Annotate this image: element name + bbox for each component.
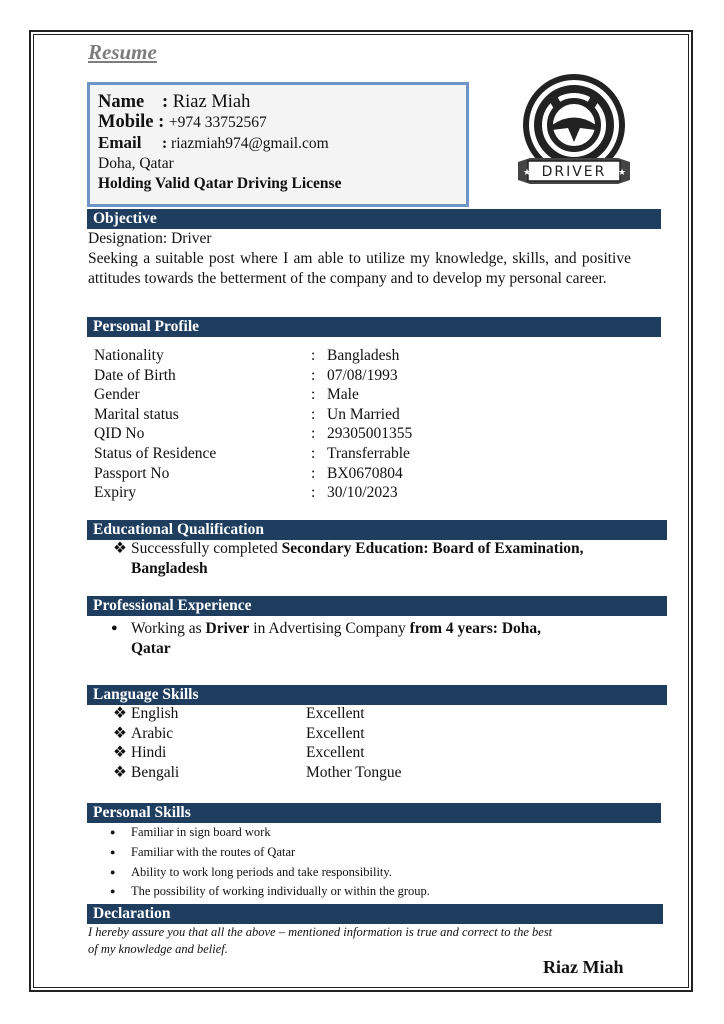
- experience-b1: Driver: [205, 620, 250, 637]
- language-name: Arabic: [131, 724, 174, 742]
- document-title: Resume: [88, 40, 157, 64]
- name-colon: :: [162, 92, 173, 112]
- email-line: [98, 133, 458, 154]
- experience-b3: Qatar: [131, 640, 171, 657]
- profile-label: Nationality: [94, 347, 164, 364]
- mobile-value: +974 33752567: [168, 114, 267, 131]
- education-bullet-icon: ❖: [113, 540, 127, 557]
- profile-label: Passport No: [94, 464, 170, 482]
- skill-item: Ability to work long periods and take responsibility.: [131, 864, 392, 879]
- profile-value: Bangladesh: [327, 347, 400, 364]
- experience-p2: in Advertising Company: [253, 620, 406, 637]
- profile-colon: :: [311, 425, 316, 443]
- education-prefix: Successfully completed: [131, 540, 278, 557]
- skill-item: Familiar with the routes of Qatar: [131, 844, 296, 859]
- profile-label: Gender: [94, 386, 140, 404]
- language-heading: Language Skills: [87, 685, 667, 705]
- designation: Designation: Driver: [88, 230, 212, 247]
- profile-colon: :: [311, 445, 316, 462]
- declaration-line1: I hereby assure you that all the above – mentioned information is true and correct to the best: [88, 925, 553, 939]
- name-line: [98, 92, 458, 112]
- skill-item: The possibility of working individually or within the group.: [131, 884, 430, 899]
- language-bullet-icon: ❖: [113, 724, 127, 742]
- profile-value: Transferrable: [327, 445, 410, 462]
- skill-bullet-icon: ●: [110, 886, 116, 897]
- experience-b2: from 4 years: Doha,: [409, 620, 542, 637]
- profile-label: Status of Residence: [94, 445, 217, 462]
- language-level: Excellent: [306, 744, 365, 762]
- svg-text:★: ★: [618, 168, 627, 178]
- location: Doha, Qatar: [98, 155, 174, 172]
- profile-label: Date of Birth: [94, 366, 176, 384]
- svg-text:★: ★: [523, 168, 532, 178]
- driver-logo: [514, 70, 634, 192]
- profile-value: Un Married: [327, 405, 400, 423]
- objective-text: Seeking a suitable post where I am able to utilize my knowledge, skills, and positive attitudes towards the betterment of the company and to develop my personal career.: [88, 250, 631, 287]
- language-name: Bengali: [131, 763, 180, 781]
- language-level: Excellent: [306, 705, 365, 722]
- education-item: [131, 539, 641, 579]
- declaration-heading: Declaration: [87, 904, 663, 924]
- language-name: Hindi: [131, 744, 167, 762]
- profile-value: 07/08/1993: [327, 366, 398, 384]
- profile-colon: :: [311, 464, 316, 482]
- skill-bullet-icon: ●: [110, 866, 116, 877]
- email-value: riazmiah974@gmail.com: [171, 135, 329, 152]
- profile-colon: :: [311, 405, 316, 423]
- profile-value: BX0670804: [327, 464, 403, 482]
- profile-label: Marital status: [94, 405, 179, 423]
- declaration-line2: of my knowledge and belief.: [88, 942, 228, 956]
- name-label: Name: [98, 92, 145, 112]
- skill-item: Familiar in sign board work: [131, 825, 271, 839]
- personal-profile-heading: Personal Profile: [87, 317, 661, 337]
- profile-colon: :: [311, 484, 316, 502]
- language-bullet-icon: ❖: [113, 744, 127, 762]
- profile-colon: :: [311, 366, 316, 384]
- experience-item: [131, 619, 631, 659]
- signature: Riaz Miah: [543, 957, 624, 977]
- language-name: English: [131, 705, 179, 722]
- profile-label: Expiry: [94, 484, 137, 502]
- skill-bullet-icon: ●: [110, 846, 116, 857]
- profile-label: QID No: [94, 425, 145, 443]
- license: Holding Valid Qatar Driving License: [98, 175, 342, 192]
- experience-heading: Professional Experience: [87, 596, 667, 616]
- language-bullet-icon: ❖: [113, 763, 127, 781]
- mobile-line: [98, 112, 458, 133]
- mobile-label: Mobile :: [98, 112, 165, 132]
- skill-bullet-icon: ●: [110, 827, 116, 837]
- education-heading: Educational Qualification: [87, 520, 667, 540]
- skills-heading: Personal Skills: [87, 803, 661, 823]
- education-bold2: Bangladesh: [131, 560, 208, 577]
- experience-bullet-icon: ●: [111, 622, 118, 634]
- profile-value: 30/10/2023: [327, 484, 398, 502]
- profile-value: 29305001355: [327, 425, 413, 443]
- email-colon: :: [162, 135, 172, 152]
- logo-text: DRIVER: [541, 164, 607, 180]
- language-level: Excellent: [306, 724, 365, 742]
- email-label: Email: [98, 133, 142, 152]
- profile-value: Male: [327, 386, 359, 404]
- contact-box: [87, 82, 469, 207]
- profile-colon: :: [311, 386, 316, 404]
- language-bullet-icon: ❖: [113, 705, 127, 722]
- objective-heading: Objective: [87, 209, 661, 229]
- name-value: Riaz Miah: [172, 92, 251, 112]
- language-level: Mother Tongue: [306, 763, 402, 781]
- profile-colon: :: [311, 347, 316, 364]
- experience-p1: Working as: [131, 620, 202, 637]
- education-bold1: Secondary Education: Board of Examination,: [281, 540, 584, 557]
